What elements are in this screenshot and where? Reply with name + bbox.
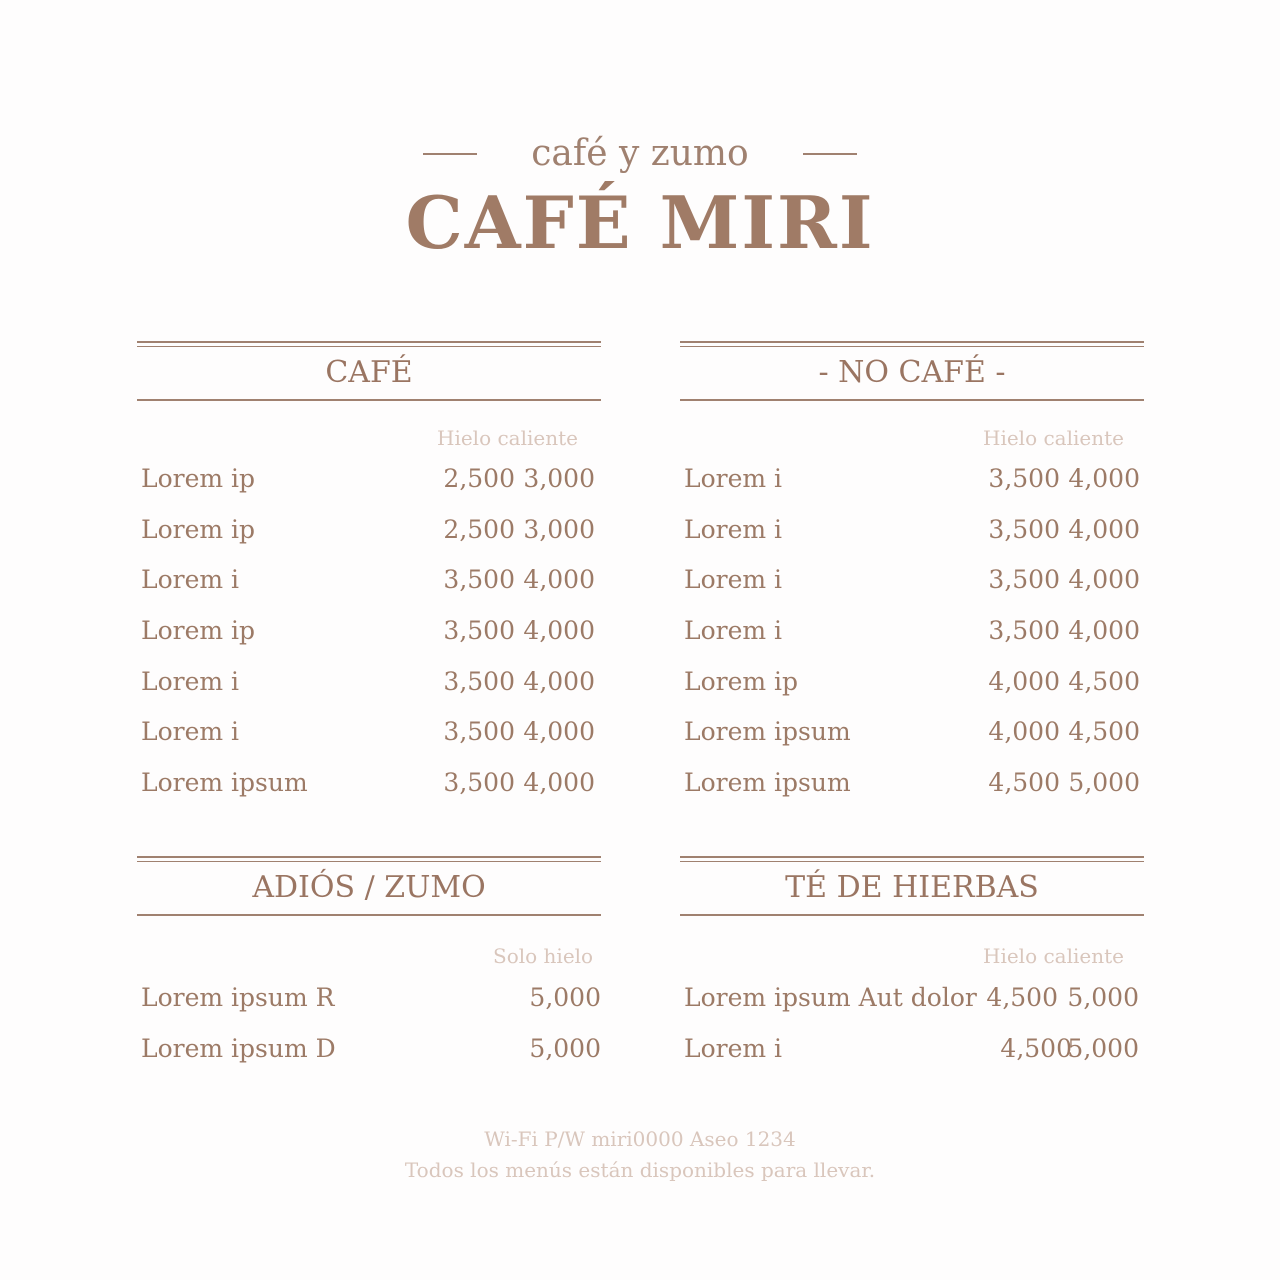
column-header: Hielo caliente bbox=[983, 944, 1124, 968]
item-price-hot: 4,000 bbox=[523, 667, 595, 696]
section-zumo bbox=[137, 856, 601, 1076]
section-cafe bbox=[137, 341, 601, 811]
item-name: Lorem i bbox=[684, 616, 783, 645]
item-name: Lorem i bbox=[684, 515, 783, 544]
menu-item bbox=[137, 462, 601, 502]
footer-wifi: Wi-Fi P/W miri0000 Aseo 1234 bbox=[484, 1127, 796, 1151]
item-price-iced: 3,500 bbox=[443, 565, 515, 594]
item-price-iced: 3,500 bbox=[443, 768, 515, 797]
menu-item bbox=[680, 1032, 1144, 1072]
menu-item bbox=[680, 614, 1144, 654]
item-price-hot: 5,000 bbox=[1067, 1034, 1139, 1063]
section-title: CAFÉ bbox=[325, 355, 413, 390]
column-header: Hielo caliente bbox=[983, 426, 1124, 450]
item-price-iced: 3,500 bbox=[443, 717, 515, 746]
item-name: Lorem i bbox=[684, 565, 783, 594]
item-price-hot: 4,000 bbox=[523, 616, 595, 645]
item-price: 5,000 bbox=[529, 1034, 601, 1063]
item-name: Lorem ipsum bbox=[684, 717, 851, 746]
item-price-hot: 4,000 bbox=[523, 565, 595, 594]
item-price-iced: 3,500 bbox=[988, 464, 1060, 493]
column-header: Solo hielo bbox=[493, 944, 594, 968]
menu-item bbox=[680, 563, 1144, 603]
menu-item bbox=[137, 513, 601, 553]
menu-item bbox=[137, 715, 601, 755]
item-name: Lorem ipsum R bbox=[141, 983, 335, 1012]
item-price-hot: 5,000 bbox=[1067, 983, 1139, 1012]
item-name: Lorem ip bbox=[684, 667, 799, 696]
item-price: 5,000 bbox=[529, 983, 601, 1012]
item-price-hot: 4,000 bbox=[1068, 464, 1140, 493]
section-title: ADIÓS / ZUMO bbox=[252, 870, 486, 905]
section-hierbas bbox=[680, 856, 1144, 1076]
item-price-iced: 3,500 bbox=[988, 515, 1060, 544]
item-price-iced: 4,000 bbox=[988, 717, 1060, 746]
menu-item bbox=[137, 981, 601, 1021]
menu-item bbox=[680, 665, 1144, 705]
item-name: Lorem ipsum Aut dolor bbox=[684, 983, 977, 1012]
item-name: Lorem ip bbox=[141, 616, 256, 645]
item-price-hot: 4,000 bbox=[523, 717, 595, 746]
item-name: Lorem i bbox=[141, 717, 240, 746]
item-name: Lorem ip bbox=[141, 464, 256, 493]
item-price-iced: 4,500 bbox=[986, 983, 1058, 1012]
section-top-rule bbox=[680, 341, 1144, 347]
item-name: Lorem ipsum D bbox=[141, 1034, 336, 1063]
menu-item bbox=[137, 563, 601, 603]
section-title: - NO CAFÉ - bbox=[818, 355, 1006, 390]
menu-item bbox=[137, 1032, 601, 1072]
item-price-iced: 4,500 bbox=[988, 768, 1060, 797]
item-name: Lorem ipsum bbox=[684, 768, 851, 797]
section-top-rule bbox=[680, 856, 1144, 862]
item-name: Lorem i bbox=[684, 1034, 783, 1063]
item-name: Lorem ip bbox=[141, 515, 256, 544]
section-bottom-rule bbox=[680, 399, 1144, 401]
menu-item bbox=[680, 715, 1144, 755]
menu-item bbox=[680, 513, 1144, 553]
menu-item bbox=[680, 981, 1144, 1021]
menu-item bbox=[680, 766, 1144, 806]
item-price-hot: 4,500 bbox=[1068, 667, 1140, 696]
item-price-hot: 4,000 bbox=[1068, 616, 1140, 645]
menu-item bbox=[137, 665, 601, 705]
menu-item bbox=[680, 462, 1144, 502]
menu-item bbox=[137, 766, 601, 806]
section-bottom-rule bbox=[680, 914, 1144, 916]
item-price-iced: 4,500 bbox=[1000, 1034, 1072, 1063]
subtitle-right-rule bbox=[803, 153, 857, 155]
item-price-iced: 2,500 bbox=[443, 464, 515, 493]
section-title: TÉ DE HIERBAS bbox=[785, 870, 1039, 905]
item-price-hot: 3,000 bbox=[523, 464, 595, 493]
section-no-cafe bbox=[680, 341, 1144, 811]
item-name: Lorem i bbox=[141, 667, 240, 696]
item-name: Lorem i bbox=[684, 464, 783, 493]
item-price-iced: 3,500 bbox=[443, 616, 515, 645]
item-price-hot: 5,000 bbox=[1068, 768, 1140, 797]
item-name: Lorem ipsum bbox=[141, 768, 308, 797]
section-bottom-rule bbox=[137, 914, 601, 916]
item-price-iced: 4,000 bbox=[988, 667, 1060, 696]
item-price-hot: 3,000 bbox=[523, 515, 595, 544]
item-price-hot: 4,000 bbox=[1068, 515, 1140, 544]
item-price-hot: 4,000 bbox=[1068, 565, 1140, 594]
item-price-hot: 4,500 bbox=[1068, 717, 1140, 746]
section-top-rule bbox=[137, 856, 601, 862]
item-name: Lorem i bbox=[141, 565, 240, 594]
column-header: Hielo caliente bbox=[437, 426, 578, 450]
item-price-iced: 3,500 bbox=[443, 667, 515, 696]
item-price-iced: 3,500 bbox=[988, 565, 1060, 594]
item-price-hot: 4,000 bbox=[523, 768, 595, 797]
subtitle: café y zumo bbox=[531, 133, 749, 174]
item-price-iced: 3,500 bbox=[988, 616, 1060, 645]
page-title: CAFÉ MIRI bbox=[405, 180, 875, 265]
menu-item bbox=[137, 614, 601, 654]
footer-takeaway-note: Todos los menús están disponibles para llevar. bbox=[404, 1158, 876, 1182]
section-top-rule bbox=[137, 341, 601, 347]
section-bottom-rule bbox=[137, 399, 601, 401]
item-price-iced: 2,500 bbox=[443, 515, 515, 544]
